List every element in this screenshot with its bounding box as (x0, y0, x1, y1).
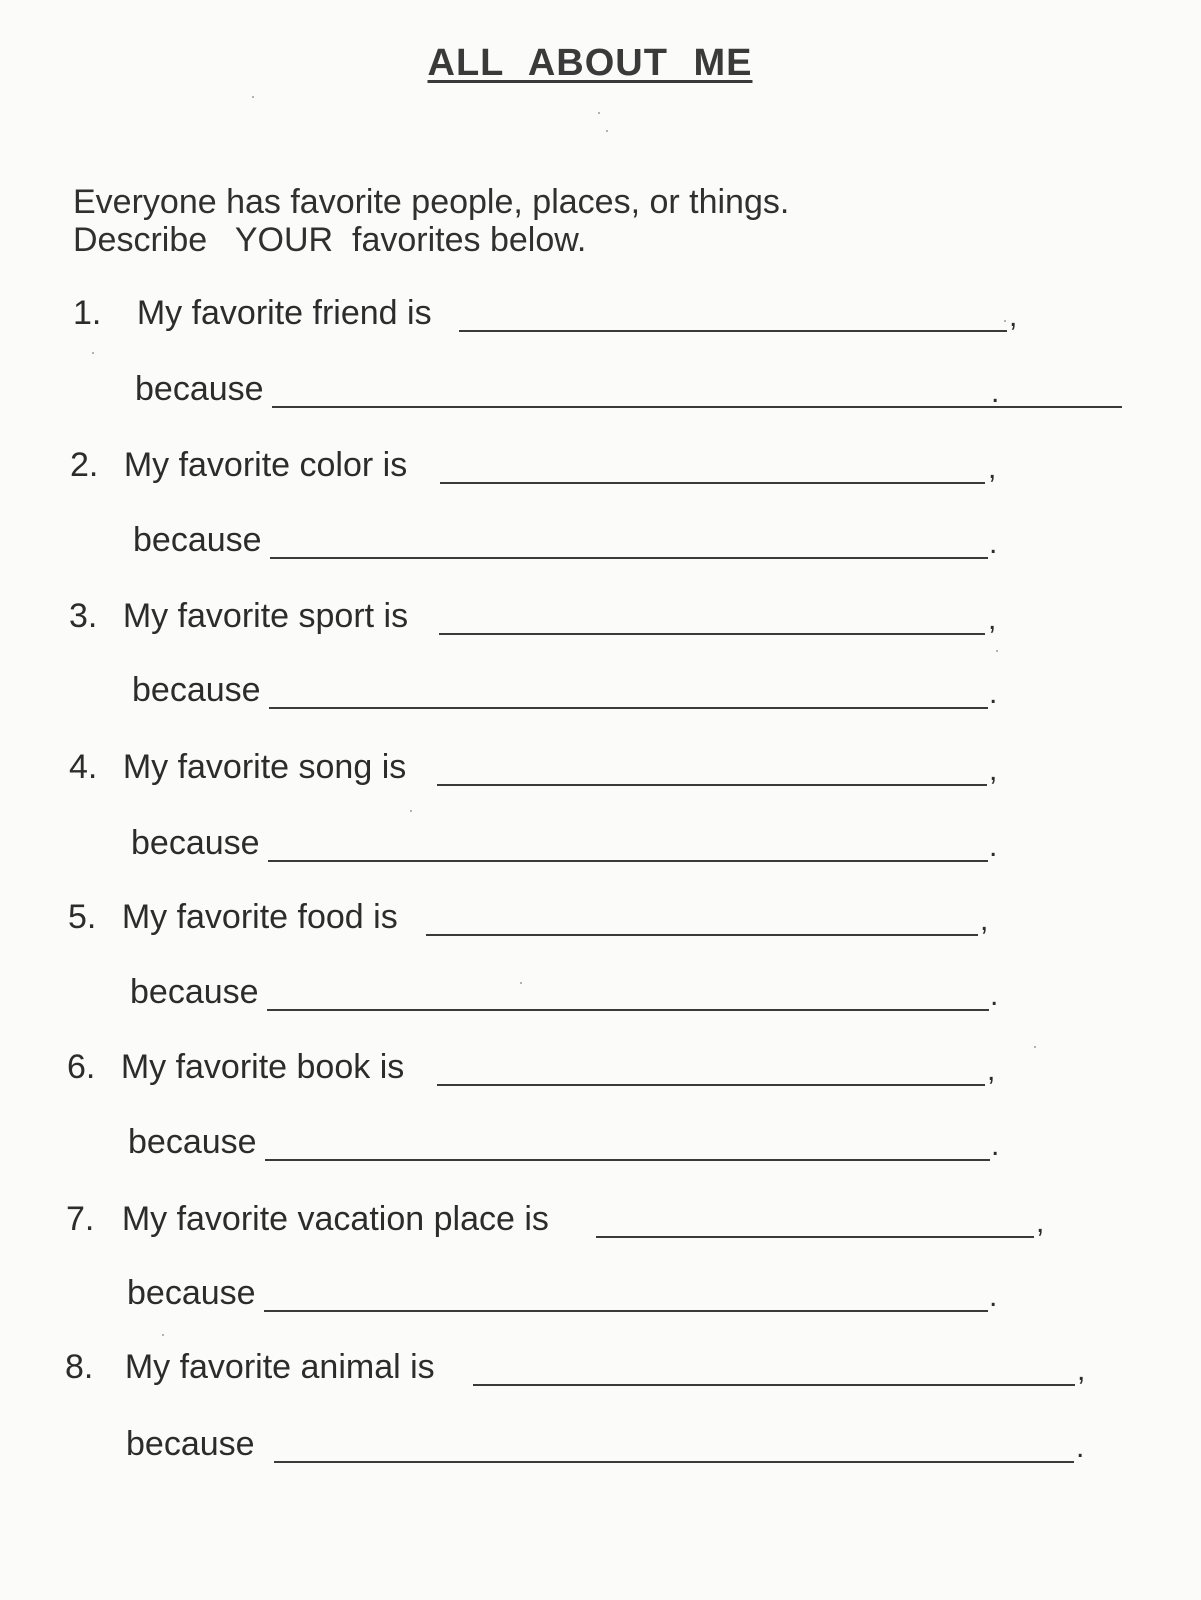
blank-comma: , (987, 1054, 996, 1087)
question-row-7 (66, 1200, 1045, 1240)
answer-blank[interactable] (596, 1236, 1034, 1238)
question-prompt: My favorite song is (122, 748, 407, 786)
blank-period: . (989, 1280, 998, 1313)
answer-blank[interactable] (426, 934, 978, 936)
blank-period: . (989, 677, 998, 710)
because-label: because (127, 1274, 256, 1312)
because-label: because (126, 1425, 255, 1463)
because-blank[interactable] (264, 1310, 988, 1312)
blank-comma: , (988, 452, 997, 485)
question-row-4 (69, 748, 998, 788)
question-row-5 (68, 898, 989, 938)
question-prompt: My favorite vacation place is (121, 1200, 549, 1238)
because-row-8 (126, 1425, 1085, 1465)
scan-speck (252, 96, 254, 98)
scan-speck (410, 810, 412, 812)
because-blank[interactable] (270, 557, 988, 559)
blank-comma: , (980, 904, 989, 937)
question-number: 8. (65, 1348, 94, 1386)
because-blank[interactable] (274, 1461, 1074, 1463)
because-row-3 (132, 671, 998, 711)
because-label: because (133, 521, 262, 559)
because-row-6 (128, 1123, 1000, 1163)
because-blank[interactable] (268, 860, 988, 862)
question-number: 5. (68, 898, 97, 936)
question-number: 3. (69, 597, 98, 635)
scan-speck (996, 650, 998, 652)
question-row-3 (69, 597, 997, 637)
because-label: because (128, 1123, 257, 1161)
answer-blank[interactable] (439, 633, 985, 635)
answer-blank[interactable] (437, 784, 987, 786)
because-label: because (132, 671, 261, 709)
blank-period: . (1076, 1431, 1085, 1464)
question-prompt: My favorite food is (121, 898, 398, 936)
question-row-1 (73, 294, 1018, 334)
scan-speck (1034, 1046, 1036, 1048)
scan-speck (520, 982, 522, 984)
scan-speck (606, 130, 608, 132)
because-blank[interactable] (269, 707, 988, 709)
question-number: 2. (70, 446, 99, 484)
intro-line-1: Everyone has favorite people, places, or things. (73, 183, 790, 221)
question-row-6 (67, 1048, 996, 1088)
blank-comma: , (1036, 1206, 1045, 1239)
scan-speck (92, 352, 94, 354)
question-number: 1. (73, 294, 102, 332)
blank-period: . (991, 376, 1000, 409)
because-blank[interactable] (267, 1009, 989, 1011)
question-number: 4. (69, 748, 98, 786)
scan-speck (162, 1334, 164, 1336)
because-row-1 (135, 370, 1000, 410)
question-number: 7. (66, 1200, 95, 1238)
because-blank[interactable] (265, 1159, 990, 1161)
because-row-2 (133, 521, 998, 561)
scan-speck (598, 112, 600, 114)
blank-period: . (990, 979, 999, 1012)
question-prompt: My favorite sport is (122, 597, 409, 635)
because-row-5 (130, 973, 999, 1013)
worksheet-title: ALL ABOUT ME (427, 42, 753, 84)
answer-blank[interactable] (437, 1084, 985, 1086)
answer-blank[interactable] (459, 330, 1007, 332)
scan-speck (1004, 320, 1006, 322)
question-prompt: My favorite color is (123, 446, 408, 484)
question-number: 6. (67, 1048, 96, 1086)
blank-comma: , (1009, 300, 1018, 333)
because-row-4 (131, 824, 998, 864)
question-prompt: My favorite animal is (124, 1348, 435, 1386)
blank-period: . (991, 1129, 1000, 1162)
answer-blank[interactable] (473, 1384, 1075, 1386)
because-label: because (131, 824, 260, 862)
question-prompt: My favorite friend is (136, 294, 432, 332)
blank-comma: , (989, 754, 998, 787)
blank-period: . (989, 830, 998, 863)
question-row-2 (70, 446, 997, 486)
because-label: because (130, 973, 259, 1011)
because-row-7 (127, 1274, 998, 1314)
because-label: because (135, 370, 264, 408)
question-row-8 (65, 1348, 1086, 1388)
question-prompt: My favorite book is (120, 1048, 405, 1086)
answer-blank[interactable] (440, 482, 985, 484)
blank-period: . (989, 527, 998, 560)
intro-text (73, 183, 789, 259)
blank-comma: , (988, 603, 997, 636)
blank-comma: , (1077, 1354, 1086, 1387)
intro-line-2: Describe YOUR favorites below. (73, 221, 587, 259)
